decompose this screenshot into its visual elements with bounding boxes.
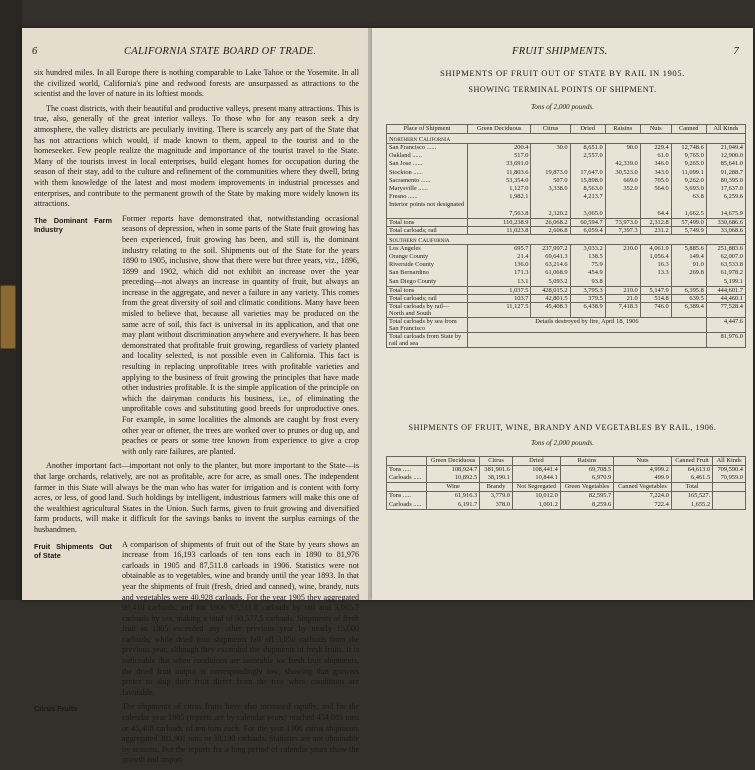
value-cell: 12,900.0 — [720, 152, 743, 160]
value-column — [570, 244, 605, 286]
value-cell: 8,259.6 — [592, 500, 612, 508]
value-column — [614, 466, 672, 483]
sidenote-citrus: Citrus Fruits — [34, 704, 78, 714]
value-cell — [608, 278, 638, 286]
right-running-head — [382, 46, 739, 60]
value-cell — [643, 278, 669, 286]
column-header: Citrus — [480, 457, 513, 466]
value-cell: 82,595.7 — [588, 492, 612, 500]
value-cell: 564.0 — [654, 185, 669, 193]
value-cell: 6,191.7 — [458, 500, 478, 508]
shipments-1906-table — [386, 456, 746, 510]
value-cell: 11,127.5 — [468, 302, 531, 317]
value-cell: 21,949.4 — [720, 144, 743, 151]
value-cell: 63.8 — [692, 193, 704, 201]
value-cell: 3,033.2 — [583, 244, 603, 252]
value-cell: 746.0 — [640, 302, 671, 317]
value-cell — [608, 253, 638, 261]
value-cell — [573, 201, 603, 209]
place-list — [387, 144, 468, 219]
value-cell: 21.4 — [517, 253, 529, 261]
place-name: Fresno ...... — [389, 193, 418, 201]
value-cell: 639.5 — [671, 294, 706, 302]
value-cell: 454.9 — [588, 269, 603, 277]
value-cell: 1,056.4 — [649, 253, 669, 261]
value-column — [605, 244, 640, 286]
value-cell: 53,354.0 — [506, 176, 529, 184]
value-cell: 6,389.4 — [671, 302, 706, 317]
value-cell: 171.3 — [514, 269, 529, 277]
column-header: Total — [671, 483, 712, 492]
value-column — [427, 492, 480, 509]
value-cell: 705.0 — [654, 176, 669, 184]
sidenote-fruit-shipments: Fruit Shipments Out of State — [34, 541, 112, 560]
paragraph-text: The shipments of citrus fruits have also increased rapidly, and for the calendar year 1905 (reports are by calendar years) reached 454,083 tons or 45,408 carloads of ten tons each. For the year 1906 citrus shipments aggregated 381,901 tons or 38,190 carloads. Statistics are not obtainable by seasons. But the reports for a long period of calendar years show the growth and import- — [122, 702, 359, 765]
right-running-title: FRUIT SHIPMENTS. — [512, 46, 608, 57]
place-name: San Bernardino — [389, 269, 429, 277]
table-row-total-carloads-south — [387, 294, 746, 302]
table-row-total-tons-north — [387, 218, 746, 226]
value-cell — [674, 278, 704, 286]
value-cell: 10,892.5 — [454, 474, 478, 482]
value-cell: 33,068.6 — [706, 226, 745, 234]
value-column — [640, 244, 671, 286]
place-name: Oakland ...... — [389, 152, 422, 160]
value-cell: 6,059.4 — [570, 226, 605, 234]
table-header-row — [387, 457, 746, 466]
paragraph-dominant — [34, 214, 359, 458]
value-cell: 70,959.0 — [720, 474, 743, 482]
value-cell: 13.3 — [657, 269, 669, 277]
value-cell: 30,523.0 — [615, 168, 638, 176]
column-header: Citrus — [531, 125, 570, 134]
value-cell: 57,499.0 — [671, 218, 706, 226]
value-cell: 200.4 — [514, 144, 529, 151]
column-header: Raisins — [560, 457, 613, 466]
value-cell: 103.7 — [468, 294, 531, 302]
binder-clip — [0, 285, 16, 349]
value-cell: 91.0 — [692, 261, 704, 269]
value-cell: 5,093.2 — [548, 277, 568, 285]
value-cell: 60,594.7 — [570, 218, 605, 226]
value-cell: 61,978.2 — [720, 269, 743, 277]
table2-title: SHIPMENTS OF FRUIT, WINE, BRANDY AND VEGETABLES BY RAIL, 1906. — [408, 423, 717, 432]
value-cell — [533, 152, 567, 160]
value-cell: 4,999.2 — [649, 466, 669, 473]
row-label: Carloads ..... — [389, 500, 422, 508]
left-running-head — [32, 46, 362, 60]
value-column — [531, 144, 570, 219]
value-cell: 499.9 — [654, 474, 669, 482]
paragraph-shipments — [34, 540, 359, 699]
column-header: Raisins — [605, 125, 640, 134]
value-cell: 7,418.3 — [605, 302, 640, 317]
value-cell: 3,795.3 — [570, 286, 605, 294]
value-cell: 6,438.9 — [570, 302, 605, 317]
place-name: Riverside County — [389, 261, 434, 269]
column-header: Brandy — [480, 483, 513, 492]
value-cell — [533, 201, 567, 209]
value-cell: 514.8 — [640, 294, 671, 302]
value-cell: 7,397.3 — [605, 226, 640, 234]
left-running-title: CALIFORNIA STATE BOARD OF TRADE. — [124, 46, 317, 57]
value-cell: 4,213.7 — [583, 193, 603, 201]
value-cell: 237,997.2 — [542, 244, 568, 252]
value-cell: 165,527. — [687, 492, 711, 500]
value-cell: 381,901.6 — [484, 466, 510, 473]
value-column — [468, 144, 531, 219]
value-cell: 378.0 — [495, 500, 510, 508]
table-row-1906-a — [387, 466, 746, 483]
table2-units: Tons of 2,000 pounds. — [530, 439, 595, 447]
right-page-number: 7 — [733, 46, 739, 57]
place-name: Marysville ...... — [389, 185, 428, 193]
value-cell: 5,885.6 — [684, 244, 704, 252]
value-cell: 709,590.4 — [717, 466, 743, 473]
empty-cell — [713, 492, 746, 509]
value-cell: 69,641.3 — [545, 253, 568, 261]
row-label: Total carloads from State by rail and sea — [387, 332, 468, 347]
value-cell — [608, 152, 638, 160]
value-cell: 85,641.0 — [720, 160, 743, 168]
value-cell — [643, 201, 669, 209]
column-header: Green Deciduous — [468, 125, 531, 134]
row-label: Total carloads by sea from San Francisco — [387, 317, 468, 332]
value-cell — [573, 160, 603, 168]
value-cell — [608, 261, 638, 269]
value-cell: 19,873.0 — [545, 168, 568, 176]
column-header: Place of Shipment — [387, 125, 468, 134]
value-cell: 5,749.9 — [671, 226, 706, 234]
value-cell: 1,662.5 — [684, 209, 704, 217]
value-column — [671, 244, 706, 286]
table-row-by-sea — [387, 317, 746, 332]
value-cell: 5,147.9 — [640, 286, 671, 294]
value-cell: 26,068.2 — [531, 218, 570, 226]
row-label: Total carloads; rail — [387, 294, 468, 302]
table-header-row — [387, 125, 746, 134]
place-name: San Jose ...... — [389, 160, 423, 168]
value-cell: 44,460.1 — [706, 294, 745, 302]
shipments-1905-table — [386, 124, 746, 348]
value-cell — [608, 193, 638, 201]
row-labels — [387, 466, 427, 483]
place-name: San Diego County — [389, 277, 437, 285]
column-header: Nuts — [640, 125, 671, 134]
right-page — [372, 28, 753, 600]
value-cell: 507.0 — [553, 176, 568, 184]
value-cell: 343.0 — [654, 168, 669, 176]
value-cell: 10,012.0 — [535, 492, 558, 500]
value-cell: 17,637.0 — [720, 185, 743, 193]
value-column — [427, 466, 480, 483]
place-name: Orange County — [389, 253, 429, 261]
table1-title: SHIPMENTS OF FRUIT OUT OF STATE BY RAIL IN 1905. — [440, 68, 685, 78]
value-column — [671, 492, 712, 509]
value-cell: 6,970.9 — [592, 474, 612, 482]
table-header-row — [387, 483, 746, 492]
column-header: All Kinds — [706, 125, 745, 134]
value-cell: 2,606.8 — [531, 226, 570, 234]
value-cell: 11,023.8 — [468, 226, 531, 234]
row-label: Total tons — [387, 218, 468, 226]
value-cell: 77,528.4 — [706, 302, 745, 317]
value-column — [640, 144, 671, 219]
value-column — [570, 144, 605, 219]
value-cell: 21.0 — [605, 294, 640, 302]
section-row — [387, 134, 746, 144]
place-name: Interior points not designated — [389, 201, 465, 209]
value-cell: 6,395.8 — [671, 286, 706, 294]
column-header: Green Deciduous — [427, 457, 480, 466]
value-cell: 30.0 — [556, 144, 568, 151]
value-cell: 16.3 — [657, 261, 669, 269]
value-cell: 81,976.0 — [706, 332, 745, 347]
value-cell: 428,015.2 — [531, 286, 570, 294]
column-header: Canned — [671, 125, 706, 134]
value-cell: 1,001.2 — [538, 500, 558, 508]
left-page-number: 6 — [32, 46, 38, 57]
paragraph: The coast districts, with their beautiful and productive valleys, present many attractions. This is true, also, generally of the great interior valleys. To those who for any reason seek a dry atmosphere, the valley districts are peculiarly inviting. There is scarcely any part of the State that has not attractions which would, if made known to them, appeal to the tourist and to the homeseeker. Few people realize the magnitude and importance of the tourist travel to the State. Many of the tourists invest in local enterprises, build elegant homes for occupation during the season of their stay, add to the culture and refinement of the communities where they dwell, bring with them knowledge of the latest and most modern improvements in industrial processes and enterprises, and contribute to the permanent growth of the State by making more widely known its attractions. — [34, 103, 359, 209]
value-column — [614, 492, 672, 509]
column-header — [387, 483, 427, 492]
value-cell: 15,898.0 — [580, 176, 603, 184]
place-name: San Francisco ...... — [389, 144, 437, 151]
value-cell: 229.4 — [654, 144, 669, 151]
value-cell: 8,563.0 — [583, 185, 603, 193]
table1-subtitle: SHOWING TERMINAL POINTS OF SHIPMENT. — [468, 85, 657, 94]
value-cell: 1,655.2 — [691, 500, 711, 508]
value-cell: 33,691.0 — [506, 160, 529, 168]
value-cell: 6,461.5 — [691, 474, 711, 482]
value-cell: 63,533.8 — [720, 261, 743, 269]
value-cell: 210.0 — [623, 244, 638, 252]
value-column — [531, 244, 570, 286]
column-header — [387, 457, 427, 466]
value-cell: 73,973.0 — [605, 218, 640, 226]
value-cell: 14,675.9 — [720, 209, 743, 217]
table-row-northern — [387, 144, 746, 219]
value-cell: 251,883.6 — [717, 244, 743, 252]
value-cell: 4,447.6 — [706, 317, 745, 332]
section-label-northern: Northern California — [387, 134, 746, 144]
value-cell: 3,338.0 — [548, 185, 568, 193]
paragraph: six hundred miles. In all Europe there is nothing comparable to Lake Tahoe or the Yosemite. In all the civilized world, California's pine and redwood forests are unsurpassed as attractions to the scientist and the lover of nature in its loftiest moods. — [34, 68, 359, 99]
value-cell — [608, 269, 638, 277]
value-cell: 444,601.7 — [706, 286, 745, 294]
section-row — [387, 234, 746, 244]
value-cell: 8,651.0 — [583, 144, 603, 151]
value-column — [706, 244, 745, 286]
column-header: Canned Vegetables — [614, 483, 672, 492]
fire-note: Details destroyed by fire, April 18, 1906 — [468, 317, 707, 332]
place-list — [387, 244, 468, 286]
value-cell: 1,127.0 — [509, 185, 529, 193]
column-header: Dried — [512, 457, 560, 466]
value-cell: 346.0 — [654, 160, 669, 168]
value-cell: 61,068.9 — [545, 269, 568, 277]
value-cell — [674, 201, 704, 209]
value-column — [468, 244, 531, 286]
value-cell: 63,214.6 — [545, 261, 568, 269]
column-header: Not Segregated — [512, 483, 560, 492]
value-cell: 2,557.0 — [583, 152, 603, 160]
value-cell: 1,037.5 — [468, 286, 531, 294]
value-cell: 149.4 — [689, 253, 704, 261]
column-header: Green Vegetables — [560, 483, 613, 492]
table-row-1906-b — [387, 492, 746, 509]
value-column — [560, 492, 613, 509]
value-cell: 210.0 — [605, 286, 640, 294]
row-label: Total carloads; rail — [387, 226, 468, 234]
place-name: Sacramento ...... — [389, 176, 431, 184]
row-label: Total tons — [387, 286, 468, 294]
value-cell: 7,224.0 — [649, 492, 669, 500]
value-cell: 5,199.1 — [723, 277, 743, 285]
value-cell: 9,262.0 — [684, 176, 704, 184]
value-cell: 352.0 — [623, 185, 638, 193]
value-cell — [608, 201, 638, 209]
table-row-grand-total — [387, 332, 746, 347]
value-column — [512, 466, 560, 483]
value-column — [671, 466, 712, 483]
column-header: Dried — [570, 125, 605, 134]
value-column — [480, 466, 513, 483]
value-cell: 61,916.3 — [454, 492, 478, 500]
value-cell: 61.0 — [657, 152, 669, 160]
value-column — [713, 466, 746, 483]
value-cell: 7,563.8 — [509, 209, 529, 217]
value-cell: 64.4 — [657, 209, 669, 217]
value-cell: 6,259.6 — [723, 193, 743, 201]
value-cell: 9,265.0 — [684, 160, 704, 168]
value-cell: 17,647.0 — [580, 168, 603, 176]
value-cell: 379.5 — [570, 294, 605, 302]
value-column — [706, 144, 745, 219]
value-cell: 669.0 — [623, 176, 638, 184]
value-cell: 4,061.9 — [649, 244, 669, 252]
paragraph-citrus — [34, 702, 359, 766]
value-cell: 80,395.0 — [720, 176, 743, 184]
value-cell: 90.0 — [626, 144, 638, 151]
value-cell: 108,441.4 — [532, 466, 558, 473]
column-header: Nuts — [614, 457, 672, 466]
value-cell: 3,693.0 — [684, 185, 704, 193]
value-cell: 3,065.0 — [583, 209, 603, 217]
value-cell: 517.0 — [514, 152, 529, 160]
value-column — [605, 144, 640, 219]
value-column — [560, 466, 613, 483]
place-name: Stockton ...... — [389, 168, 423, 176]
value-cell: 10,844.1 — [535, 474, 558, 482]
value-cell: 64,613.0 — [687, 466, 711, 473]
sidenote-dominant: The Dominant Farm Industry — [34, 215, 112, 234]
column-header: All Kinds — [713, 457, 746, 466]
value-cell: 1,982.1 — [509, 193, 529, 201]
value-cell: 108,924.7 — [451, 466, 478, 473]
value-cell: 42,339.0 — [615, 160, 638, 168]
value-cell: 38,190.1 — [487, 474, 510, 482]
column-header: Canned Fruit — [671, 457, 712, 466]
table-row-total-tons-south — [387, 286, 746, 294]
value-cell: 269.8 — [689, 269, 704, 277]
column-header: Wine — [427, 483, 480, 492]
value-cell: 2,320.2 — [548, 209, 568, 217]
value-cell: 42,801.5 — [531, 294, 570, 302]
value-cell: 3,779.0 — [490, 492, 510, 500]
value-cell — [643, 193, 669, 201]
left-body-text — [34, 68, 359, 770]
value-cell: 231.2 — [640, 226, 671, 234]
place-name: Los Angeles — [389, 244, 421, 252]
paragraph-text: A comparison of shipments of fruit out of the State by years shows an increase from 16,193 carloads of ten tons each in 1890 to 81,976 carloads in 1905 and 87,511.8 carloads in 1906. Statistics were not obtainable as to vegetables, wine and brandy until the year 1893. In that year the shipments of fruit (fresh, dried and canned), wine, brandy, nuts and vegetables were 40,928 carloads. For the year 1905 they aggregated 99,410 carloads, and for 1906 87,511.8 carloads by rail and 3,065.7 carloads by sea, making a total of 90,577.5 carloads. Shipments of fresh fruit in 1905 exceeded any other previous year by nearly 15,000 carloads, while dried fruit shipments fell off 3,850 carloads from the previous year, although they exceeded the shipments of fresh fruits. It is noticeable that when conditions are favorable for fresh fruit shipments, the dried fruit output is correspondingly low, showing that growers prefer to ship their fruit direct from the tree when conditions are favorable. — [122, 539, 359, 697]
left-page — [22, 28, 372, 765]
value-cell: 110,238.9 — [468, 218, 531, 226]
value-column — [512, 492, 560, 509]
value-cell: 330,686.6 — [706, 218, 745, 226]
row-label: Total carloads by rail— North and South — [387, 302, 468, 317]
value-cell: 11,099.1 — [681, 168, 704, 176]
table-row-southern — [387, 244, 746, 286]
empty-cell — [468, 332, 707, 347]
value-cell: 136.0 — [514, 261, 529, 269]
value-cell — [608, 210, 638, 218]
value-column — [671, 144, 706, 219]
value-cell: 13.1 — [517, 277, 529, 285]
row-label: Tons ..... — [389, 492, 411, 500]
value-cell: 11,803.6 — [506, 168, 529, 176]
value-cell — [533, 193, 567, 201]
value-cell: 75.9 — [591, 261, 603, 269]
value-cell: 93.8 — [591, 277, 603, 285]
table1-units: Tons of 2,000 pounds. — [530, 103, 595, 111]
table-row-north-south — [387, 302, 746, 317]
section-label-southern: Southern California — [387, 234, 746, 244]
value-cell: 91,288.7 — [720, 168, 743, 176]
row-labels — [387, 492, 427, 509]
value-cell: 138.5 — [588, 253, 603, 261]
value-cell: 695.7 — [514, 244, 529, 252]
value-cell: 45,408.3 — [531, 302, 570, 317]
value-cell: 2,312.8 — [640, 218, 671, 226]
row-label: Carloads ..... — [389, 474, 422, 482]
value-column — [480, 492, 513, 509]
value-cell: 62,007.0 — [720, 253, 743, 261]
value-cell: 9,765.0 — [684, 152, 704, 160]
value-cell — [470, 201, 528, 209]
table-row-total-carloads-north — [387, 226, 746, 234]
paragraph: Another important fact—important not only to the planter, but more important to the State—is that large orchards, relatively, are not as profitable, acre for acre, as small ones. The independent farmer in this State will always be the man who has water for irrigation and is content with forty acres, or less, of good land. Such holdings by intelligent, industrious farmers will make this one of the wealthiest agricultural States in the Union. Such farms, given to fruit growing and diversified farm products, will make it difficult for the savings banks to invent the surplus earnings of the husbandmen. — [34, 461, 359, 534]
column-header — [713, 483, 746, 492]
value-cell — [709, 201, 743, 209]
paragraph-text: Former reports have demonstrated that, notwithstanding occasional seasons of depression, when in some parts of the State fruit growing has been experienced, fruit growing has been, and still is, the dominant industry relating to the soil. Shipments out of the State for the years 1890 to 1905, inclusive, show that there were but three years, viz., 1896, 1899 and 1902, which did not exhibit an increase over the year preceding—not always an increase in quantity of fruit, but always an increase in the aggregate, and never a failure in any variety. This comes from the great diversity of soil and climatic conditions. Many have been misled to believe that, because all varieties may be produced on the same acre of soil, this fact is universal in its application, and that one may plant without discrimination anywhere and everywhere. It has been demonstrated that profitable fruit growing, regardless of variety planted and locality selected, is not possible even in California. This fact is resulting in replacing unprofitable trees with profitable varieties and applying to the business of fruit growing the principles that have made other industries profitable. It is the simple application of the principle on which the dairyman conducts his business, i.e., of eliminating the unprofitable cows and substituting good breeds for unproductive ones. For example, in some localities the almonds are caught by frost every other year or oftener, the trees are worked over to prunes or dug up, and peaches or pears or some tree known from experience to give a crop with only rare failures, are planted. — [122, 213, 359, 456]
value-cell: 12,748.6 — [681, 144, 704, 151]
value-cell: 69,708.5 — [588, 466, 612, 473]
row-label: Tons ..... — [389, 466, 411, 473]
value-cell: 722.4 — [654, 500, 669, 508]
value-cell — [533, 160, 567, 168]
